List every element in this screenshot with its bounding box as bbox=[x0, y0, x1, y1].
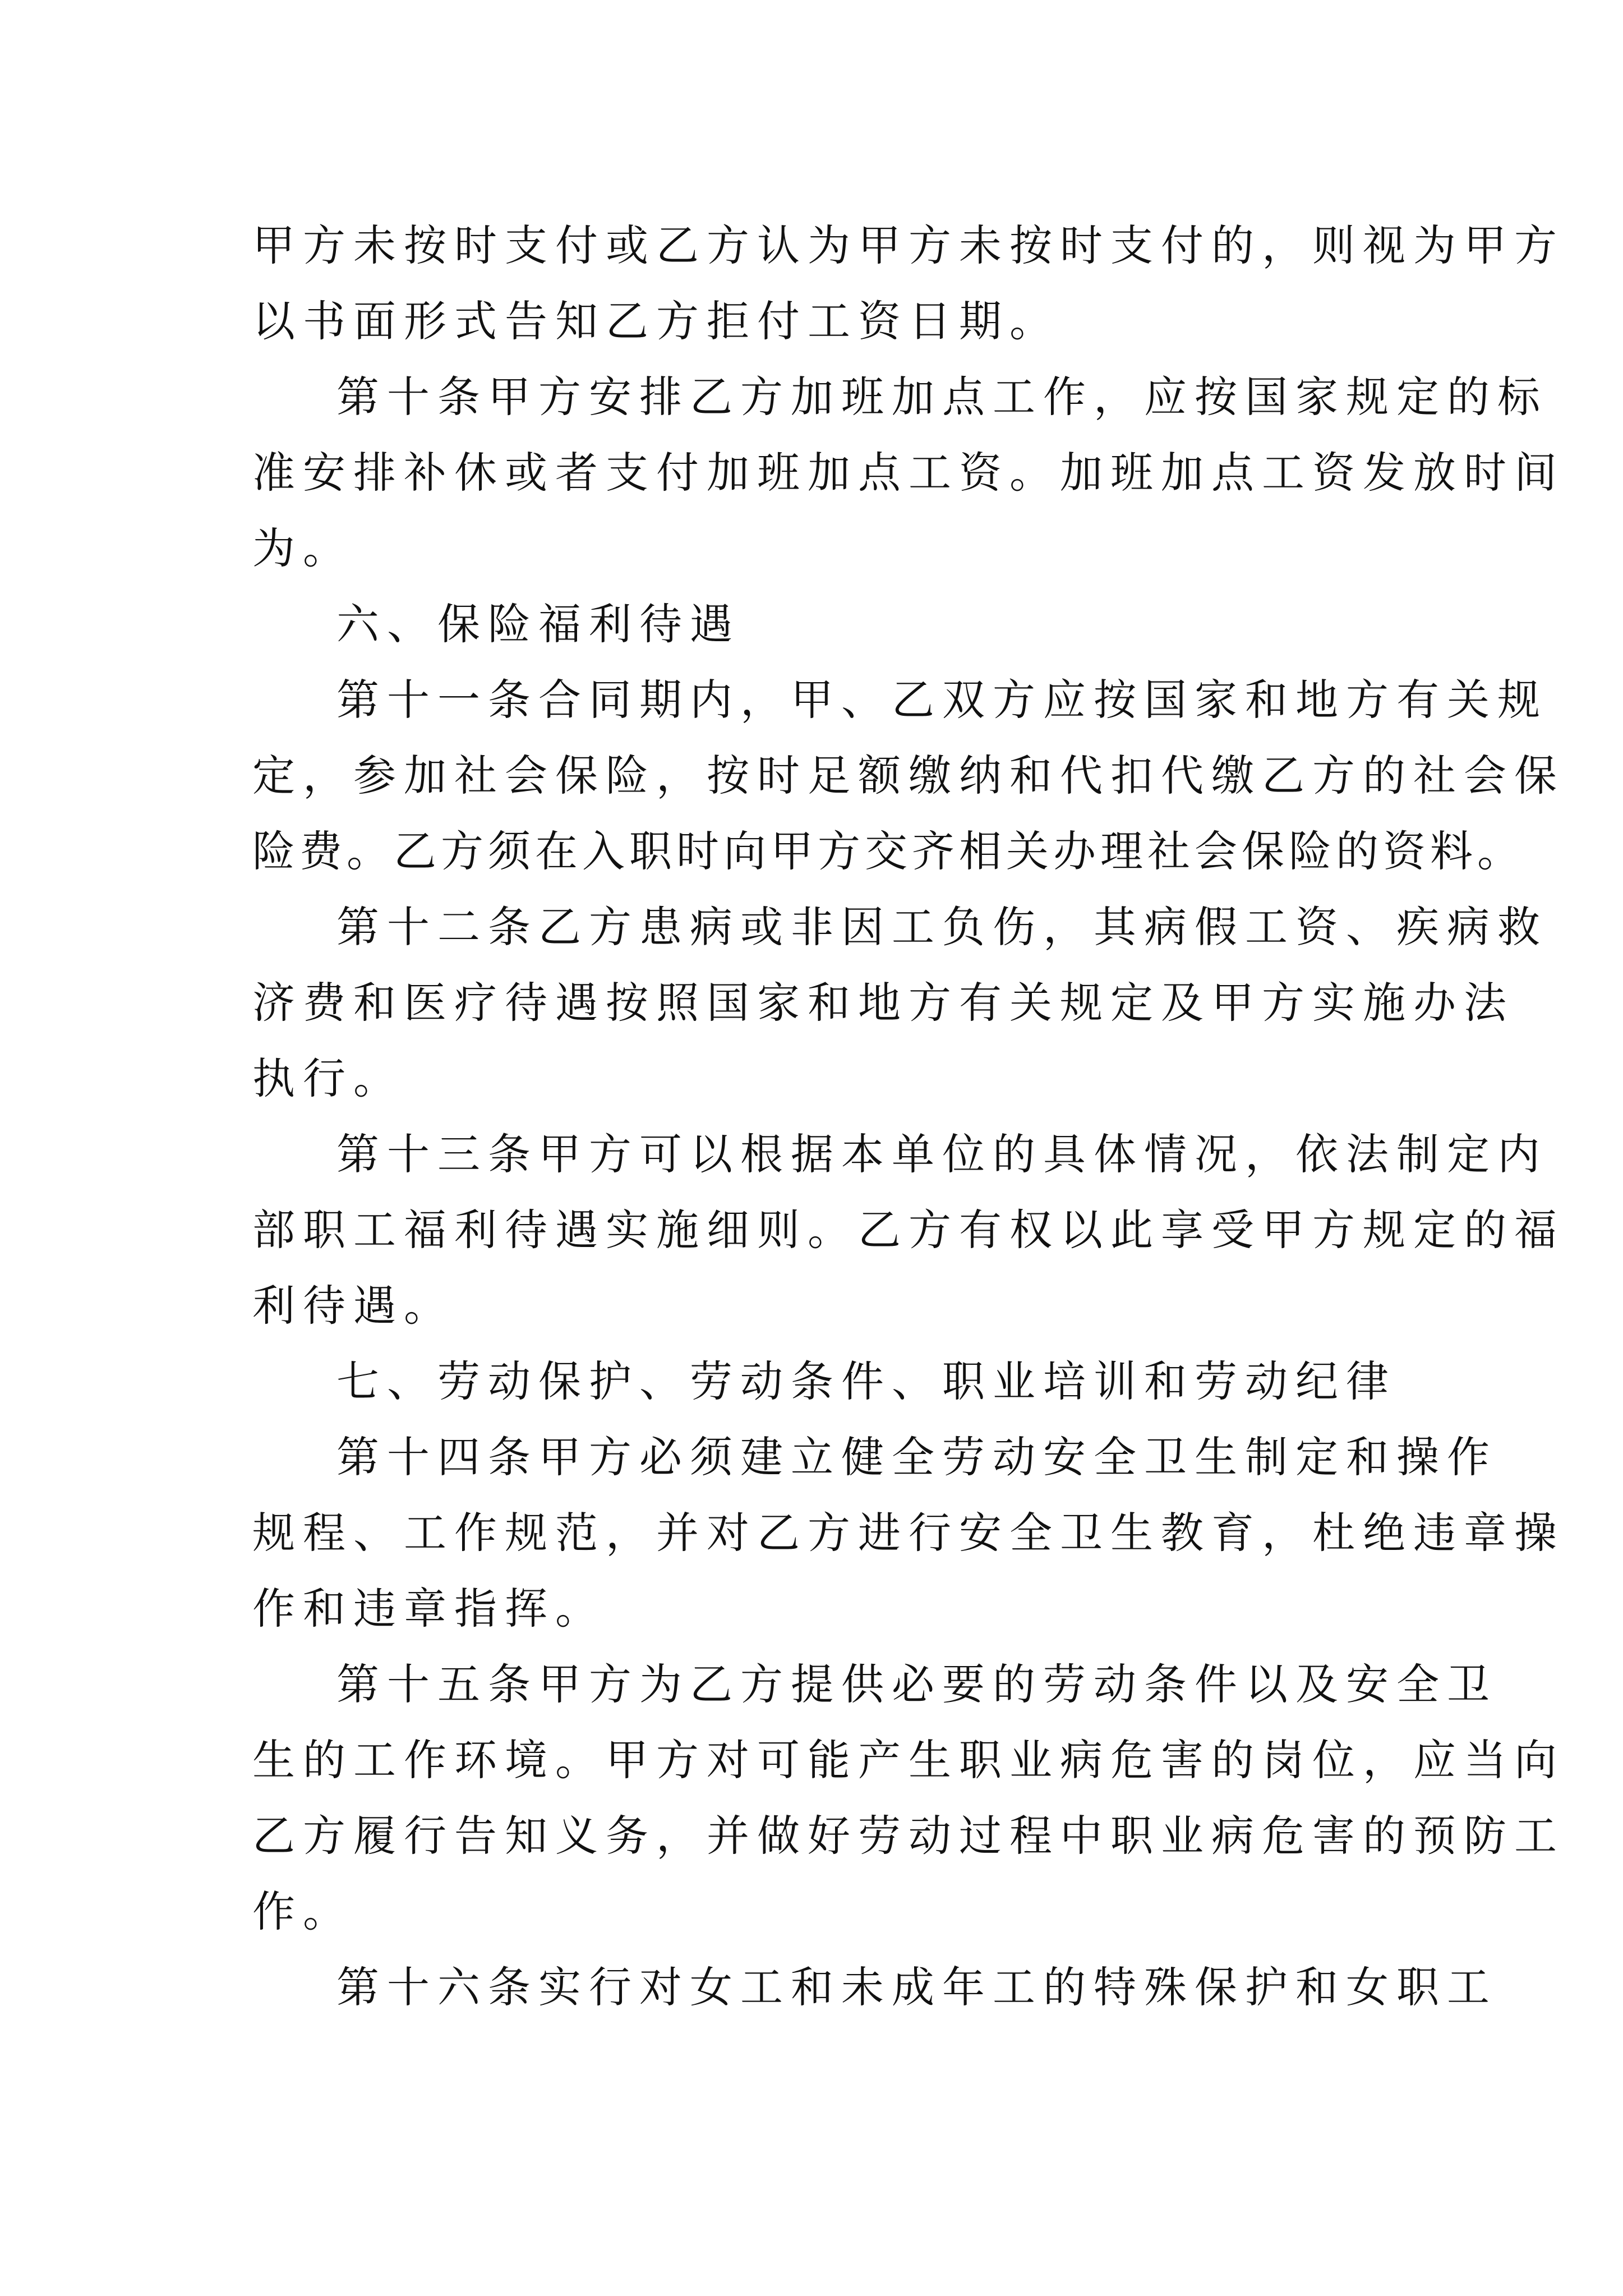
text-line: 以书面形式告知乙方拒付工资日期。 bbox=[252, 296, 1060, 346]
paragraph-line: 第十一条合同期内，甲、乙双方应按国家和地方有关规 bbox=[336, 675, 1548, 725]
text-line: 为。 bbox=[252, 523, 353, 573]
text-line: 济费和医疗待遇按照国家和地方有关规定及甲方实施办法 bbox=[252, 978, 1514, 1028]
text-line: 甲方未按时支付或乙方认为甲方未按时支付的，则视为甲方 bbox=[252, 220, 1565, 270]
text-line: 准安排补休或者支付加班加点工资。加班加点工资发放时间 bbox=[252, 448, 1565, 498]
text-line: 生的工作环境。甲方对可能产生职业病危害的岗位，应当向 bbox=[252, 1735, 1565, 1785]
section-heading: 六、保险福利待遇 bbox=[336, 599, 740, 649]
text-line: 规程、工作规范，并对乙方进行安全卫生教育，杜绝违章操 bbox=[252, 1508, 1565, 1558]
paragraph-line: 第十五条甲方为乙方提供必要的劳动条件以及安全卫 bbox=[336, 1659, 1497, 1709]
paragraph-line: 第十三条甲方可以根据本单位的具体情况，依法制定内 bbox=[336, 1129, 1548, 1179]
section-heading: 七、劳动保护、劳动条件、职业培训和劳动纪律 bbox=[336, 1356, 1396, 1406]
text-line: 执行。 bbox=[252, 1053, 404, 1103]
text-line: 险费。乙方须在入职时向甲方交齐相关办理社会保险的资料。 bbox=[252, 826, 1524, 876]
text-line: 乙方履行告知义务，并做好劳动过程中职业病危害的预防工 bbox=[252, 1811, 1565, 1861]
text-line: 利待遇。 bbox=[252, 1281, 454, 1331]
text-line: 作和违章指挥。 bbox=[252, 1584, 606, 1634]
paragraph-line: 第十条甲方安排乙方加班加点工作，应按国家规定的标 bbox=[336, 372, 1548, 422]
paragraph-line: 第十六条实行对女工和未成年工的特殊保护和女职工 bbox=[336, 1962, 1497, 2012]
paragraph-line: 第十二条乙方患病或非因工负伤，其病假工资、疾病救 bbox=[336, 902, 1548, 952]
text-line: 定，参加社会保险，按时足额缴纳和代扣代缴乙方的社会保 bbox=[252, 751, 1565, 800]
text-line: 作。 bbox=[252, 1887, 353, 1936]
text-line: 部职工福利待遇实施细则。乙方有权以此享受甲方规定的福 bbox=[252, 1205, 1565, 1255]
paragraph-line: 第十四条甲方必须建立健全劳动安全卫生制定和操作 bbox=[336, 1432, 1497, 1482]
